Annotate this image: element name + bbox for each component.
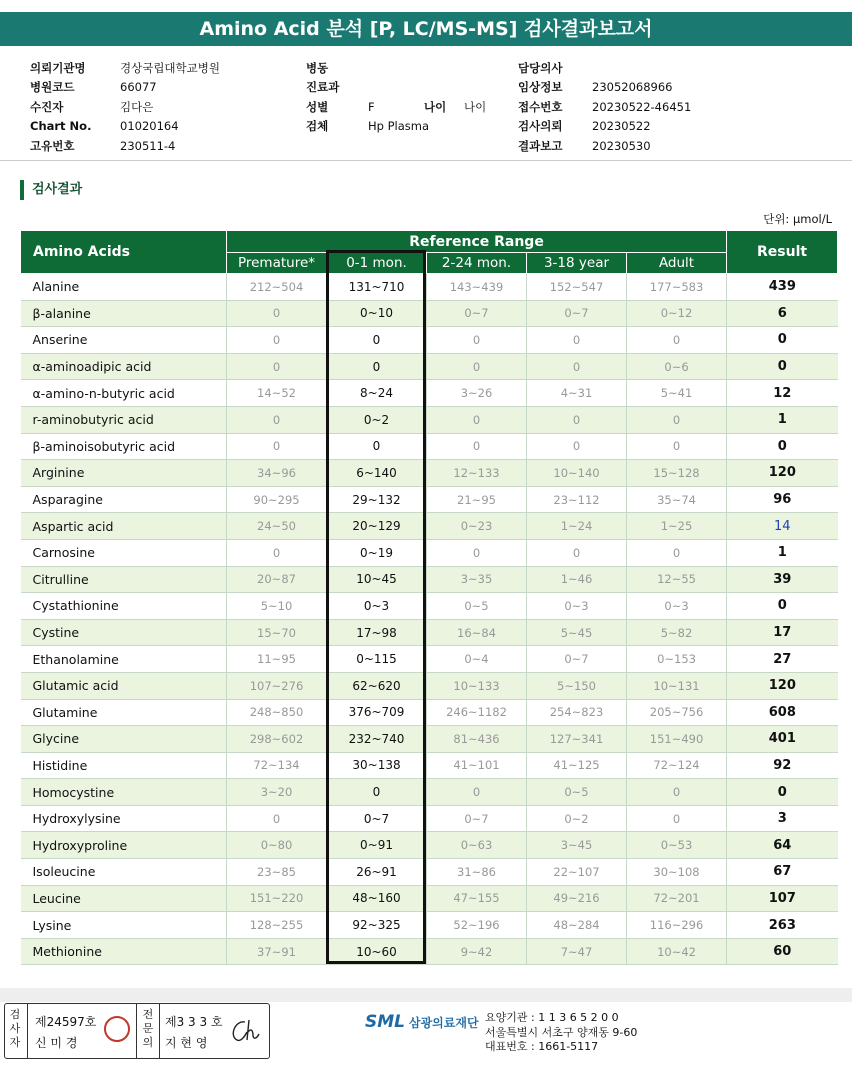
reference-range-cell: 31~86 bbox=[427, 859, 527, 886]
info-label: 수진자 bbox=[30, 99, 64, 114]
reference-range-cell: 0 bbox=[227, 406, 327, 433]
reference-range-cell: 0 bbox=[427, 406, 527, 433]
tester-name: 신 미 경 bbox=[35, 1036, 78, 1050]
result-cell: 6 bbox=[727, 300, 838, 327]
info-value: 20230522-46451 bbox=[592, 99, 692, 114]
info-label: 검사의뢰 bbox=[518, 119, 563, 134]
reference-range-cell: 0~3 bbox=[327, 593, 427, 620]
amino-acid-name: α-amino-n-butyric acid bbox=[21, 380, 227, 407]
reference-range-cell: 3~45 bbox=[527, 832, 627, 859]
table-row bbox=[21, 539, 838, 566]
reference-range-cell: 41~125 bbox=[527, 752, 627, 779]
reference-range-cell: 52~196 bbox=[427, 912, 527, 939]
reference-range-cell: 1~25 bbox=[627, 513, 727, 540]
table-row bbox=[21, 274, 838, 301]
result-header: Result bbox=[727, 231, 838, 274]
result-cell: 14 bbox=[727, 513, 838, 540]
result-cell: 67 bbox=[727, 859, 838, 886]
table-row bbox=[21, 805, 838, 832]
reference-range-cell: 0 bbox=[527, 327, 627, 354]
reference-range-cell: 0 bbox=[627, 805, 727, 832]
amino-acid-name: β-alanine bbox=[21, 300, 227, 327]
table-row bbox=[21, 646, 838, 673]
reference-range-cell: 72~201 bbox=[627, 885, 727, 912]
results-body bbox=[21, 274, 838, 965]
reference-range-cell: 21~95 bbox=[427, 486, 527, 513]
result-cell: 401 bbox=[727, 726, 838, 753]
reference-range-cell: 0 bbox=[627, 539, 727, 566]
age-value: 나이 bbox=[464, 99, 487, 114]
amino-acid-name: Ethanolamine bbox=[21, 646, 227, 673]
reference-range-cell: 72~124 bbox=[627, 752, 727, 779]
reference-range-cell: 248~850 bbox=[227, 699, 327, 726]
reference-range-cell: 30~108 bbox=[627, 859, 727, 886]
reference-range-cell: 72~134 bbox=[227, 752, 327, 779]
reference-range-cell: 143~439 bbox=[427, 274, 527, 301]
reference-range-cell: 3~20 bbox=[227, 779, 327, 806]
specialist-license: 제3 3 3 호 bbox=[165, 1015, 223, 1029]
table-row bbox=[21, 672, 838, 699]
amino-acid-name: Homocystine bbox=[21, 779, 227, 806]
amino-acid-name: Histidine bbox=[21, 752, 227, 779]
logo-mark: SML bbox=[365, 1012, 405, 1032]
reference-range-cell: 0~153 bbox=[627, 646, 727, 673]
reference-range-cell: 0~7 bbox=[327, 805, 427, 832]
reference-range-cell: 37~91 bbox=[227, 938, 327, 965]
reference-range-cell: 23~112 bbox=[527, 486, 627, 513]
table-row bbox=[21, 406, 838, 433]
info-col-2 bbox=[306, 58, 486, 136]
amino-acid-name: β-aminoisobutyric acid bbox=[21, 433, 227, 460]
table-row bbox=[21, 380, 838, 407]
table-row bbox=[21, 300, 838, 327]
reference-range-cell: 128~255 bbox=[227, 912, 327, 939]
result-cell: 263 bbox=[727, 912, 838, 939]
info-label: 고유번호 bbox=[30, 138, 75, 153]
vertical-char: 사 bbox=[9, 1022, 21, 1035]
report-title: Amino Acid 분석 [P, LC/MS-MS] 검사결과보고서 bbox=[0, 12, 852, 46]
reference-range-cell: 212~504 bbox=[227, 274, 327, 301]
amino-acids-header: Amino Acids bbox=[21, 231, 227, 274]
reference-range-cell: 0 bbox=[227, 805, 327, 832]
reference-range-cell: 35~74 bbox=[627, 486, 727, 513]
reference-range-cell: 246~1182 bbox=[427, 699, 527, 726]
reference-range-cell: 107~276 bbox=[227, 672, 327, 699]
reference-range-cell: 12~133 bbox=[427, 460, 527, 487]
reference-range-cell: 151~220 bbox=[227, 885, 327, 912]
reference-range-cell: 10~45 bbox=[327, 566, 427, 593]
reference-range-cell: 0~53 bbox=[627, 832, 727, 859]
amino-acid-name: Cystathionine bbox=[21, 593, 227, 620]
reference-range-cell: 7~47 bbox=[527, 938, 627, 965]
range-col-header: Adult bbox=[627, 253, 727, 274]
specialist-label bbox=[141, 1008, 155, 1050]
reference-range-cell: 5~82 bbox=[627, 619, 727, 646]
reference-range-cell: 5~45 bbox=[527, 619, 627, 646]
reference-range-cell: 49~216 bbox=[527, 885, 627, 912]
reference-range-cell: 177~583 bbox=[627, 274, 727, 301]
table-row bbox=[21, 566, 838, 593]
reference-range-cell: 0~19 bbox=[327, 539, 427, 566]
amino-acid-name: Lysine bbox=[21, 912, 227, 939]
table-row bbox=[21, 912, 838, 939]
info-value: 경상국립대학교병원 bbox=[120, 60, 220, 75]
reference-range-cell: 16~84 bbox=[427, 619, 527, 646]
reference-range-cell: 0 bbox=[627, 327, 727, 354]
reference-range-cell: 0~2 bbox=[527, 805, 627, 832]
reference-range-cell: 0~12 bbox=[627, 300, 727, 327]
table-row bbox=[21, 513, 838, 540]
reference-range-cell: 47~155 bbox=[427, 885, 527, 912]
info-value: F bbox=[368, 99, 375, 114]
signature-box bbox=[4, 1003, 270, 1059]
reference-range-cell: 116~296 bbox=[627, 912, 727, 939]
amino-acid-name: α-aminoadipic acid bbox=[21, 353, 227, 380]
reference-range-cell: 151~490 bbox=[627, 726, 727, 753]
reference-range-cell: 0 bbox=[227, 433, 327, 460]
reference-range-cell: 10~140 bbox=[527, 460, 627, 487]
info-label: Chart No. bbox=[30, 119, 92, 134]
amino-acid-name: r-aminobutyric acid bbox=[21, 406, 227, 433]
result-cell: 0 bbox=[727, 327, 838, 354]
reference-range-cell: 0~23 bbox=[427, 513, 527, 540]
reference-range-cell: 0 bbox=[427, 327, 527, 354]
reference-range-cell: 0~7 bbox=[427, 805, 527, 832]
info-value: 01020164 bbox=[120, 119, 179, 134]
result-cell: 1 bbox=[727, 539, 838, 566]
info-value: 230511-4 bbox=[120, 138, 176, 153]
result-cell: 120 bbox=[727, 460, 838, 487]
reference-range-cell: 0 bbox=[427, 779, 527, 806]
reference-range-cell: 0 bbox=[527, 353, 627, 380]
vertical-char: 문 bbox=[142, 1022, 154, 1035]
reference-range-cell: 20~129 bbox=[327, 513, 427, 540]
reference-range-cell: 0~7 bbox=[427, 300, 527, 327]
reference-range-cell: 0 bbox=[527, 406, 627, 433]
highlight-box-0-1-mon bbox=[326, 250, 426, 964]
divider bbox=[136, 1004, 137, 1058]
info-col-3 bbox=[518, 58, 691, 156]
reference-range-cell: 3~35 bbox=[427, 566, 527, 593]
reference-range-cell: 205~756 bbox=[627, 699, 727, 726]
reference-range-cell: 81~436 bbox=[427, 726, 527, 753]
footer-band bbox=[0, 988, 852, 1002]
reference-range-cell: 1~46 bbox=[527, 566, 627, 593]
info-value: 66077 bbox=[120, 80, 157, 95]
reference-range-cell: 20~87 bbox=[227, 566, 327, 593]
tester-license: 제24597호 bbox=[35, 1015, 97, 1029]
info-label: 병동 bbox=[306, 60, 329, 75]
info-label: 성별 bbox=[306, 99, 329, 114]
table-row bbox=[21, 593, 838, 620]
info-label: 검체 bbox=[306, 119, 329, 134]
reference-range-cell: 0 bbox=[327, 433, 427, 460]
reference-range-cell: 0 bbox=[527, 433, 627, 460]
info-label: 접수번호 bbox=[518, 99, 563, 114]
reference-range-cell: 5~41 bbox=[627, 380, 727, 407]
org-line: 대표번호 : 1661-5117 bbox=[485, 1040, 599, 1053]
result-cell: 27 bbox=[727, 646, 838, 673]
info-value: Hp Plasma bbox=[368, 119, 430, 134]
reference-range-cell: 0~7 bbox=[527, 300, 627, 327]
result-cell: 39 bbox=[727, 566, 838, 593]
result-cell: 64 bbox=[727, 832, 838, 859]
reference-range-cell: 92~325 bbox=[327, 912, 427, 939]
section-title: 검사결과 bbox=[20, 180, 82, 200]
reference-range-cell: 0~4 bbox=[427, 646, 527, 673]
reference-range-cell: 30~138 bbox=[327, 752, 427, 779]
reference-range-cell: 0 bbox=[327, 353, 427, 380]
amino-acid-name: Isoleucine bbox=[21, 859, 227, 886]
table-row bbox=[21, 486, 838, 513]
amino-acid-name: Carnosine bbox=[21, 539, 227, 566]
reference-range-cell: 0 bbox=[427, 539, 527, 566]
age-label: 나이 bbox=[424, 99, 447, 114]
signature bbox=[227, 1016, 263, 1046]
vertical-char: 전 bbox=[142, 1008, 154, 1021]
vertical-char: 의 bbox=[142, 1036, 154, 1049]
reference-range-cell: 62~620 bbox=[327, 672, 427, 699]
company-logo bbox=[365, 1012, 479, 1032]
result-cell: 92 bbox=[727, 752, 838, 779]
result-cell: 1 bbox=[727, 406, 838, 433]
reference-range-cell: 41~101 bbox=[427, 752, 527, 779]
result-cell: 107 bbox=[727, 885, 838, 912]
table-row bbox=[21, 353, 838, 380]
info-value: 20230530 bbox=[592, 138, 651, 153]
amino-acid-name: Leucine bbox=[21, 885, 227, 912]
reference-range-cell: 0~6 bbox=[627, 353, 727, 380]
reference-range-cell: 34~96 bbox=[227, 460, 327, 487]
reference-range-cell: 48~284 bbox=[527, 912, 627, 939]
info-value: 김다은 bbox=[120, 99, 154, 114]
amino-acid-name: Glutamic acid bbox=[21, 672, 227, 699]
reference-range-cell: 24~50 bbox=[227, 513, 327, 540]
reference-range-cell: 26~91 bbox=[327, 859, 427, 886]
result-cell: 0 bbox=[727, 593, 838, 620]
amino-acid-name: Alanine bbox=[21, 274, 227, 301]
table-row bbox=[21, 859, 838, 886]
reference-range-cell: 0~5 bbox=[427, 593, 527, 620]
reference-range-cell: 3~26 bbox=[427, 380, 527, 407]
reference-range-cell: 0 bbox=[427, 353, 527, 380]
info-label: 병원코드 bbox=[30, 80, 75, 95]
reference-range-cell: 0~3 bbox=[527, 593, 627, 620]
reference-range-cell: 0 bbox=[227, 539, 327, 566]
result-cell: 0 bbox=[727, 433, 838, 460]
range-col-header: 0-1 mon. bbox=[327, 253, 427, 274]
reference-range-cell: 0 bbox=[227, 300, 327, 327]
amino-acid-name: Glutamine bbox=[21, 699, 227, 726]
info-value: 23052068966 bbox=[592, 80, 673, 95]
table-row bbox=[21, 460, 838, 487]
result-cell: 17 bbox=[727, 619, 838, 646]
reference-range-cell: 152~547 bbox=[527, 274, 627, 301]
reference-range-cell: 0 bbox=[327, 779, 427, 806]
reference-range-cell: 127~341 bbox=[527, 726, 627, 753]
reference-range-cell: 5~10 bbox=[227, 593, 327, 620]
result-cell: 0 bbox=[727, 353, 838, 380]
reference-range-cell: 0 bbox=[627, 779, 727, 806]
result-cell: 120 bbox=[727, 672, 838, 699]
results-table bbox=[20, 230, 838, 965]
specialist-name: 지 현 영 bbox=[165, 1036, 208, 1050]
reference-range-cell: 0 bbox=[227, 353, 327, 380]
divider bbox=[27, 1004, 28, 1058]
reference-range-cell: 0 bbox=[527, 539, 627, 566]
info-label: 담당의사 bbox=[518, 60, 563, 75]
reference-range-cell: 298~602 bbox=[227, 726, 327, 753]
reference-range-cell: 0~91 bbox=[327, 832, 427, 859]
reference-range-cell: 29~132 bbox=[327, 486, 427, 513]
reference-range-cell: 0 bbox=[627, 433, 727, 460]
unit-label: 단위: μmol/L bbox=[763, 212, 832, 226]
table-row bbox=[21, 726, 838, 753]
reference-range-cell: 11~95 bbox=[227, 646, 327, 673]
range-col-header: 3-18 year bbox=[527, 253, 627, 274]
amino-acid-name: Anserine bbox=[21, 327, 227, 354]
reference-range-cell: 0~63 bbox=[427, 832, 527, 859]
amino-acid-name: Glycine bbox=[21, 726, 227, 753]
amino-acid-name: Citrulline bbox=[21, 566, 227, 593]
reference-range-cell: 5~150 bbox=[527, 672, 627, 699]
reference-range-cell: 232~740 bbox=[327, 726, 427, 753]
info-label: 의뢰기관명 bbox=[30, 60, 86, 75]
reference-range-cell: 0~5 bbox=[527, 779, 627, 806]
tester-label bbox=[8, 1008, 22, 1050]
reference-range-cell: 17~98 bbox=[327, 619, 427, 646]
amino-acid-name: Hydroxylysine bbox=[21, 805, 227, 832]
result-cell: 3 bbox=[727, 805, 838, 832]
reference-range-cell: 0~115 bbox=[327, 646, 427, 673]
vertical-char: 검 bbox=[9, 1008, 21, 1021]
reference-range-cell: 0~3 bbox=[627, 593, 727, 620]
reference-range-cell: 0 bbox=[627, 406, 727, 433]
result-cell: 60 bbox=[727, 938, 838, 965]
reference-range-cell: 254~823 bbox=[527, 699, 627, 726]
amino-acid-name: Methionine bbox=[21, 938, 227, 965]
result-cell: 439 bbox=[727, 274, 838, 301]
table-row bbox=[21, 699, 838, 726]
reference-range-header: Reference Range bbox=[227, 231, 727, 253]
info-value: 20230522 bbox=[592, 119, 651, 134]
amino-acid-name: Cystine bbox=[21, 619, 227, 646]
reference-range-cell: 0 bbox=[327, 327, 427, 354]
table-row bbox=[21, 779, 838, 806]
reference-range-cell: 10~42 bbox=[627, 938, 727, 965]
header-divider bbox=[0, 160, 852, 161]
result-cell: 608 bbox=[727, 699, 838, 726]
reference-range-cell: 376~709 bbox=[327, 699, 427, 726]
reference-range-cell: 9~42 bbox=[427, 938, 527, 965]
result-cell: 96 bbox=[727, 486, 838, 513]
table-row bbox=[21, 327, 838, 354]
table-row bbox=[21, 433, 838, 460]
info-label: 결과보고 bbox=[518, 138, 563, 153]
table-row bbox=[21, 619, 838, 646]
org-line: 요양기관 : 1 1 3 6 5 2 0 0 bbox=[485, 1011, 619, 1024]
amino-acid-name: Hydroxyproline bbox=[21, 832, 227, 859]
reference-range-cell: 90~295 bbox=[227, 486, 327, 513]
logo-name: 삼광의료재단 bbox=[409, 1015, 479, 1030]
table-row bbox=[21, 832, 838, 859]
reference-range-cell: 8~24 bbox=[327, 380, 427, 407]
reference-range-cell: 4~31 bbox=[527, 380, 627, 407]
reference-range-cell: 22~107 bbox=[527, 859, 627, 886]
reference-range-cell: 0~80 bbox=[227, 832, 327, 859]
reference-range-cell: 1~24 bbox=[527, 513, 627, 540]
reference-range-cell: 0 bbox=[427, 433, 527, 460]
reference-range-cell: 48~160 bbox=[327, 885, 427, 912]
result-cell: 12 bbox=[727, 380, 838, 407]
reference-range-cell: 15~128 bbox=[627, 460, 727, 487]
amino-acid-name: Arginine bbox=[21, 460, 227, 487]
table-row bbox=[21, 752, 838, 779]
reference-range-cell: 10~60 bbox=[327, 938, 427, 965]
reference-range-cell: 15~70 bbox=[227, 619, 327, 646]
result-cell: 0 bbox=[727, 779, 838, 806]
amino-acid-name: Asparagine bbox=[21, 486, 227, 513]
reference-range-cell: 131~710 bbox=[327, 274, 427, 301]
org-line: 서울특별시 서초구 양재동 9-60 bbox=[485, 1025, 638, 1039]
table-row bbox=[21, 938, 838, 965]
table-row bbox=[21, 885, 838, 912]
range-col-header: 2-24 mon. bbox=[427, 253, 527, 274]
reference-range-cell: 0~10 bbox=[327, 300, 427, 327]
reference-range-cell: 14~52 bbox=[227, 380, 327, 407]
reference-range-cell: 10~133 bbox=[427, 672, 527, 699]
org-info bbox=[485, 1011, 637, 1055]
seal-stamp bbox=[104, 1016, 130, 1042]
vertical-char: 자 bbox=[9, 1036, 21, 1049]
reference-range-cell: 10~131 bbox=[627, 672, 727, 699]
reference-range-cell: 0~7 bbox=[527, 646, 627, 673]
reference-range-cell: 6~140 bbox=[327, 460, 427, 487]
info-col-1 bbox=[30, 58, 220, 156]
amino-acid-name: Aspartic acid bbox=[21, 513, 227, 540]
divider bbox=[159, 1004, 160, 1058]
reference-range-cell: 0 bbox=[227, 327, 327, 354]
reference-range-cell: 0~2 bbox=[327, 406, 427, 433]
info-label: 진료과 bbox=[306, 80, 340, 95]
info-label: 임상정보 bbox=[518, 80, 563, 95]
reference-range-cell: 23~85 bbox=[227, 859, 327, 886]
range-col-header: Premature* bbox=[227, 253, 327, 274]
reference-range-cell: 12~55 bbox=[627, 566, 727, 593]
